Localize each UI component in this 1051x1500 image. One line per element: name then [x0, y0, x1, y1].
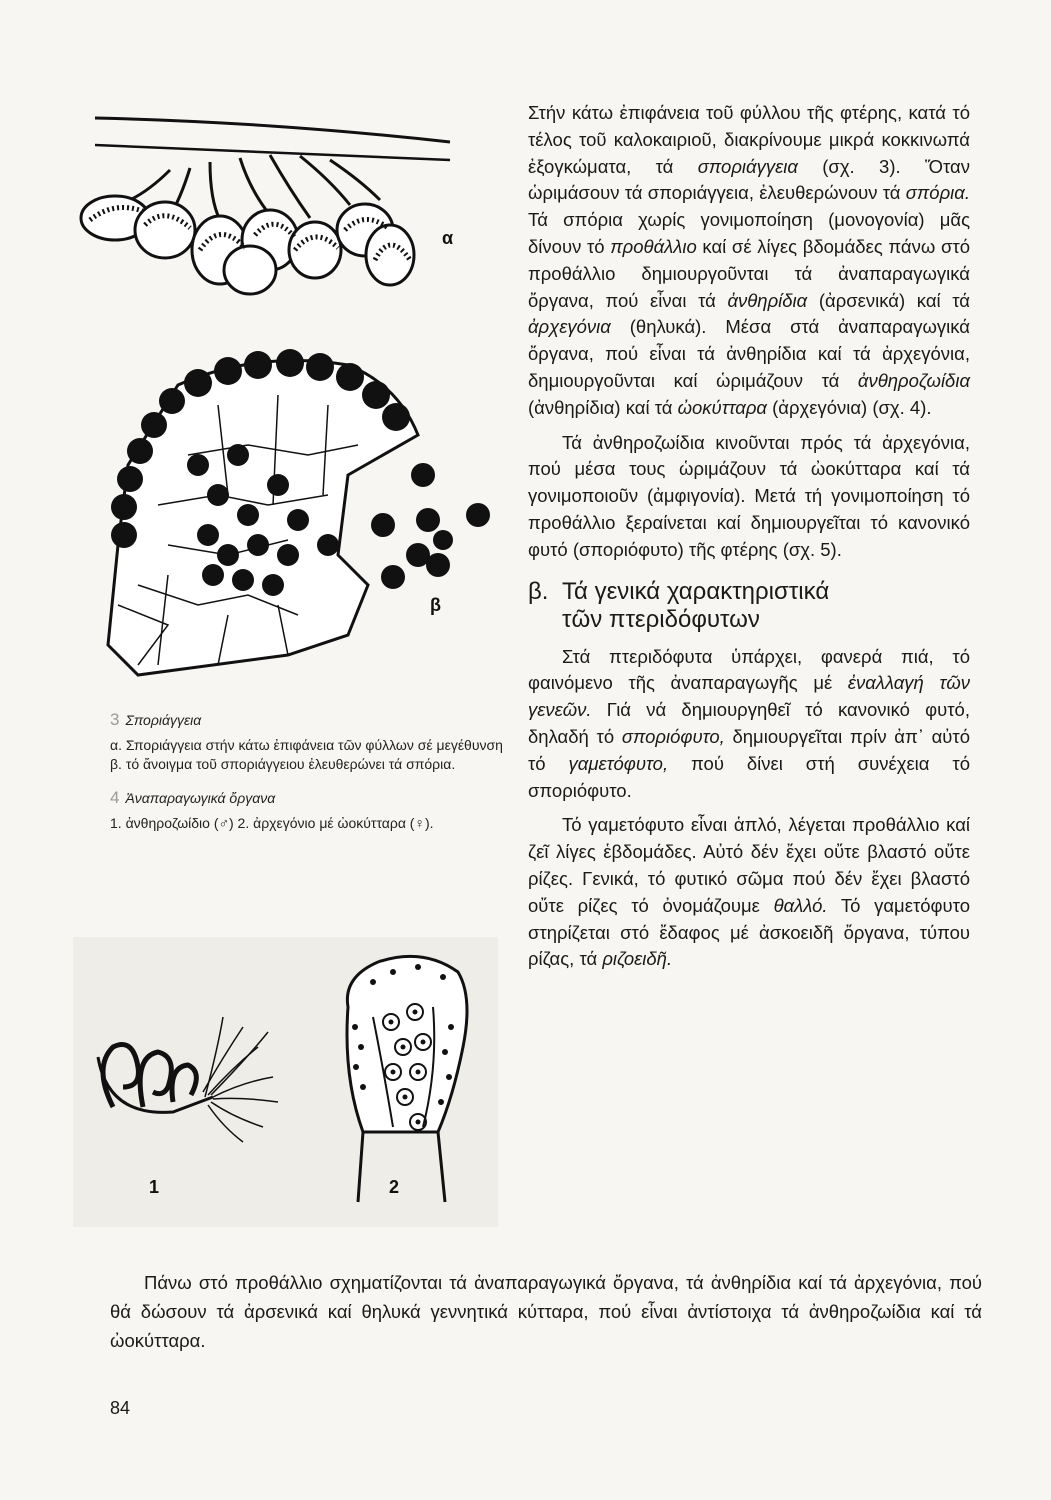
paragraph-gametophyte — [528, 812, 970, 973]
caption-4-number: 4 — [110, 788, 120, 807]
paragraph-alternation-of-generations — [528, 644, 970, 805]
figure-captions — [110, 710, 512, 847]
figure-4-reproductive-organs-illustration — [73, 937, 498, 1227]
italic-term: γαμετόφυτο, — [568, 752, 669, 774]
figure-3a-label: α — [442, 228, 454, 248]
paragraph-reproductive-organs: Πάνω στό προθάλλιο σχηματίζονται τά ἀναπαραγωγικά ὄργανα, τά ἀνθηρίδια καί τά ἀρχεγόνια, πού θά δώσουν τά ἀρσενικά καί θηλυκά γεννητικά κύτταρα, πού εἶναι ἀντίστοιχα τά ἀνθηροζωίδια καί τά ὠοκύτταρα. — [110, 1272, 982, 1351]
section-heading — [528, 578, 970, 634]
italic-term: σποριάγγεια — [697, 155, 798, 177]
figure-3b-spore-release-illustration — [98, 345, 498, 690]
caption-3-title — [110, 710, 512, 730]
italic-term: ἀνθηρίδια — [727, 289, 808, 311]
text-run: Στά πτεριδόφυτα ὑπάρχει, φανερά πιά, τό φαινόμενο τῆς ἀναπαραγωγῆς μέ — [528, 645, 970, 694]
italic-term: ριζοειδῆ. — [602, 948, 673, 970]
text-run: Τό γαμετόφυτο εἶναι ἁπλό, λέγεται προθάλλιο καί ζεῖ λίγες ἑβδομάδες. Αὐτό δέν ἔχει οὔτε βλαστό οὔτε ρίζες. Γενικά, τό φυτικό σῶμα πού δέν ἔχει βλαστό οὔτε ρίζες τό ὀνομάζουμε — [528, 814, 970, 916]
paragraph-fertilization: Τά ἀνθηροζωίδια κινοῦνται πρός τά ἀρχεγόνια, πού μέσα τους ὡριμάζουν τά ὠοκύτταρα καί τά γονιμοποιοῦν (ἀμφιγονία). Μετά τή γονιμοποίηση τό προθάλλιο ξεραίνεται καί δημιουργεῖται τό κανονικό φυτό (σποριόφυτο) τῆς φτέρης (σχ. 5). — [528, 431, 970, 560]
caption-3-line-a: α. Σποριάγγεια στήν κάτω ἐπιφάνεια τῶν φύλλων σέ μεγέθυνση — [110, 737, 503, 753]
text-run: καί σέ λίγες βδομάδες πάνω στό προθάλλιο δημιουργοῦνται τά ἀναπαραγωγικά ὄργανα, πού εἶναι τά — [528, 235, 970, 311]
caption-3-number: 3 — [110, 710, 120, 729]
figure-3b-label: β — [430, 595, 441, 615]
caption-4-text: 1. ἀνθηροζωίδιο (♂) 2. ἀρχεγόνιο μέ ὠοκύτταρα (♀). — [110, 815, 434, 831]
caption-4-title-text: Ἀναπαραγωγικά ὄργανα — [125, 790, 276, 806]
italic-term: ὠοκύτταρα — [677, 396, 767, 418]
page-number: 84 — [110, 1398, 131, 1418]
text-run: (θηλυκά). Μέσα στά ἀναπαραγωγικά ὄργανα, πού εἶναι τά ἀνθηρίδια καί τά ἀρχεγόνια, δημιουργοῦνται καί ὡριμάζουν τά — [528, 316, 970, 391]
text-run: Τό γαμετόφυτο στηρίζεται στό ἔδαφος μέ ἀσκοειδῆ ὄργανα, τύπου ρίζας, τά — [528, 894, 970, 970]
section-title-line-1: Τά γενικά χαρακτηριστικά — [562, 577, 830, 605]
text-run: (ἀρχεγόνια) (σχ. 4). — [766, 396, 932, 418]
text-run: (ἀρσενικά) καί τά — [807, 289, 971, 311]
caption-3-title-text: Σποριάγγεια — [125, 712, 202, 728]
italic-term: ἀρχεγόνια — [528, 316, 611, 338]
caption-figure-3 — [110, 710, 512, 774]
figure-4-label-1: 1 — [149, 1177, 160, 1197]
figure-3a-sporangia-illustration — [70, 100, 470, 300]
text-run: δημιουργεῖται πρίν ἀπ᾿ αὐτό τό — [528, 725, 971, 774]
italic-term: σπόρια. — [905, 182, 970, 204]
figure-4-label-2: 2 — [389, 1177, 400, 1197]
paragraph-sporangia — [528, 100, 970, 422]
text-run: Γιά νά δημιουργηθεῖ τό κανονικό φυτό, δηλαδή τό — [528, 699, 970, 747]
text-run: (σχ. 3). Ὅταν ὡριμάσουν τά σποριάγγεια, ἐλευθερώνουν τά — [528, 155, 970, 204]
italic-term: σποριόφυτο, — [621, 725, 725, 747]
text-run: πού δίνει στή συνέχεια τό σποριόφυτο. — [528, 752, 970, 801]
section-title-line-2: τῶν πτεριδόφυτων — [562, 605, 760, 633]
italic-term: ἀνθηροζωίδια — [857, 369, 970, 391]
text-run: (ἀνθηρίδια) καί τά — [528, 396, 678, 418]
right-text-column — [528, 100, 970, 973]
caption-figure-4 — [110, 788, 512, 833]
italic-term: θαλλό. — [773, 894, 828, 916]
caption-3-line-b: β. τό ἄνοιγμα τοῦ σποριάγγειου ἐλευθερώνει τά σπόρια. — [110, 756, 456, 772]
section-letter: β. — [528, 577, 549, 605]
text-run: Στήν κάτω ἐπιφάνεια τοῦ φύλλου τῆς φτέρης, κατά τό τέλος τοῦ καλοκαιριοῦ, διακρίνουμε μικρά κοκκινωπά ἐξογκώματα, τά — [528, 102, 970, 177]
text-run: Τά σπόρια χωρίς γονιμοποίηση (μονογονία) μᾶς δίνουν τό — [528, 209, 970, 257]
caption-4-title — [110, 788, 512, 808]
italic-term: ἐναλλαγή τῶν γενεῶν. — [528, 672, 970, 721]
italic-term: προθάλλιο — [610, 235, 697, 257]
